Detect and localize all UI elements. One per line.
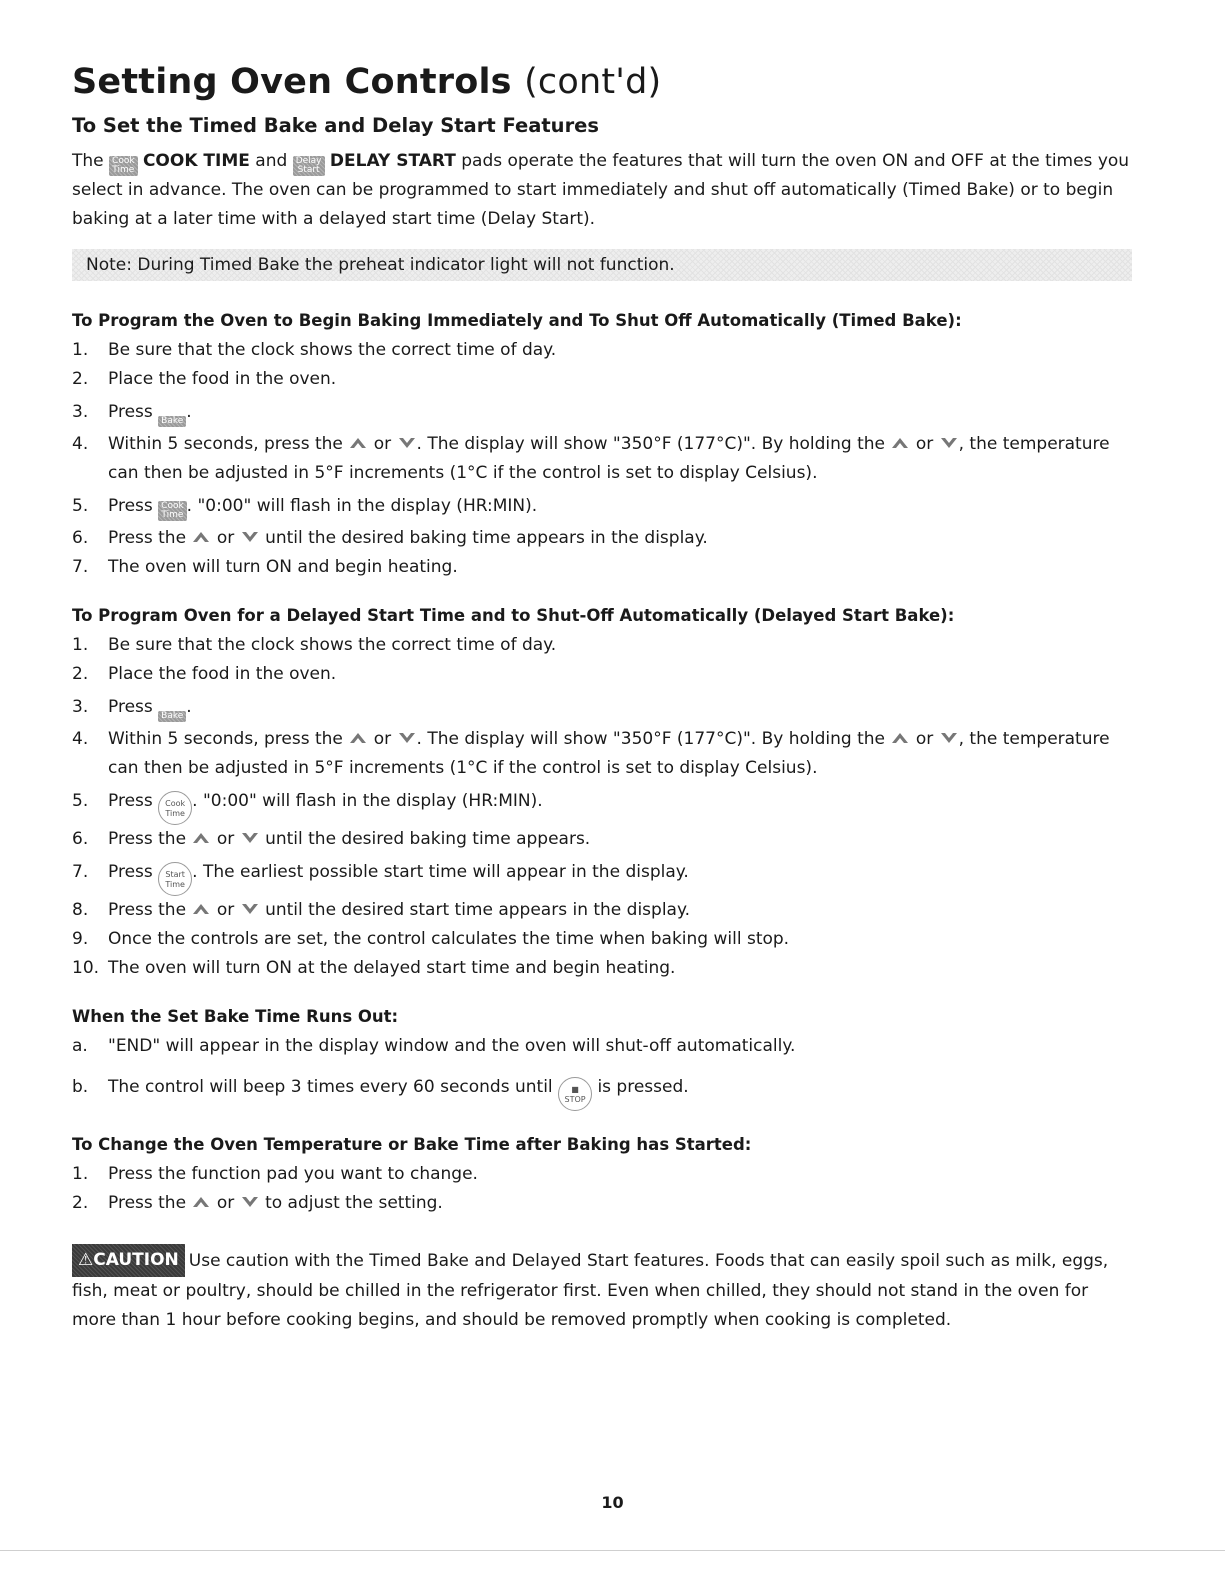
- up-arrow-icon: [191, 530, 211, 544]
- step-text: Once the controls are set, the control calculates the time when baking will stop.: [108, 929, 790, 949]
- step-text: Press: [108, 862, 153, 882]
- intro-rest: pads operate the features that will turn the oven ON and OFF at the times you select in advance. The oven can be programmed to start immediately and shut off automatically (Timed Bake) or to begin baking at a later time with a delayed start time (Delay Start).: [72, 151, 1130, 229]
- list-item: [72, 925, 1132, 954]
- list-item: 3. Press Bake .: [72, 689, 1132, 725]
- item-letter: a.: [72, 1036, 88, 1056]
- cook-time-key-line1: Cook: [112, 156, 135, 166]
- list-item: 3. Press Bake .: [72, 394, 1132, 430]
- up-arrow-icon: [191, 902, 211, 916]
- list-item: [72, 631, 1132, 660]
- caution-badge-label: CAUTION: [93, 1250, 179, 1270]
- step-number: 3.: [72, 402, 89, 422]
- up-arrow-icon: [191, 1195, 211, 1209]
- timed-bake-heading: To Program the Oven to Begin Baking Immediately and To Shut Off Automatically (Timed Bake):: [72, 311, 962, 330]
- step-text: Place the food in the oven.: [108, 664, 337, 684]
- stop-key-label: STOP: [564, 1095, 586, 1104]
- list-item: [72, 524, 1132, 553]
- step-text: The oven will turn ON and begin heating.: [108, 557, 458, 577]
- manual-page: [72, 62, 1132, 1335]
- step-text: Press: [108, 496, 153, 516]
- step-number: 10.: [72, 958, 100, 978]
- stop-key-icon: ■ STOP: [558, 1077, 592, 1111]
- down-arrow-icon: [939, 436, 959, 450]
- cook-time-key-line2: Time: [161, 510, 184, 520]
- step-number: 4.: [72, 434, 89, 454]
- step-text: . The earliest possible start time will appear in the display.: [192, 862, 689, 882]
- step-number: 1.: [72, 635, 89, 655]
- step-text: . "0:00" will flash in the display (HR:MIN).: [186, 496, 538, 516]
- cook-time-key-line2: Time: [165, 809, 185, 818]
- cook-time-key-icon: [158, 501, 187, 521]
- down-arrow-icon: [939, 731, 959, 745]
- delayed-start-section: [72, 606, 1132, 983]
- cook-time-key-icon: [109, 156, 138, 176]
- runs-out-list: [72, 1032, 1132, 1111]
- item-text: is pressed.: [597, 1077, 689, 1097]
- or-text: or: [373, 729, 392, 749]
- intro-the: The: [72, 151, 104, 171]
- or-text: or: [216, 829, 235, 849]
- step-text: Press the function pad you want to change.: [108, 1164, 478, 1184]
- down-arrow-icon: [240, 530, 260, 544]
- step-number: 5.: [72, 496, 89, 516]
- step-number: 1.: [72, 340, 89, 360]
- cook-time-label: COOK TIME: [142, 151, 250, 171]
- delay-start-label: DELAY START: [329, 151, 456, 171]
- up-arrow-icon: [348, 436, 368, 450]
- item-text: "END" will appear in the display window and the oven will shut-off automatically.: [108, 1036, 796, 1056]
- down-arrow-icon: [240, 902, 260, 916]
- step-text: The oven will turn ON at the delayed start time and begin heating.: [108, 958, 676, 978]
- delayed-start-steps: [72, 631, 1132, 983]
- step-text: Press: [108, 791, 153, 811]
- change-heading: To Change the Oven Temperature or Bake Time after Baking has Started:: [72, 1135, 752, 1154]
- cook-time-round-key-icon: [158, 791, 192, 825]
- step-text: , the temperature can then be adjusted in 5°F increments (1°C if the control is set to display Celsius).: [108, 434, 1110, 483]
- step-text: Press: [108, 402, 153, 422]
- caution-badge: [72, 1244, 185, 1277]
- list-item: [72, 954, 1132, 983]
- list-item: [72, 1069, 1132, 1111]
- item-letter: b.: [72, 1077, 89, 1097]
- step-number: 2.: [72, 664, 89, 684]
- step-text: . The display will show "350°F (177°C)". By holding the: [416, 729, 885, 749]
- down-arrow-icon: [240, 1195, 260, 1209]
- cook-time-key-line1: Cook: [165, 799, 186, 808]
- change-section: [72, 1135, 1132, 1218]
- step-number: 7.: [72, 862, 89, 882]
- timed-bake-steps: [72, 336, 1132, 582]
- list-item: [72, 1189, 1132, 1218]
- step-text: Press the: [108, 900, 187, 920]
- page-number: 10: [601, 1493, 624, 1512]
- list-item: [72, 553, 1132, 582]
- change-steps: [72, 1160, 1132, 1218]
- step-number: 6.: [72, 528, 89, 548]
- step-text: Within 5 seconds, press the: [108, 729, 343, 749]
- list-item: [72, 896, 1132, 925]
- up-arrow-icon: [890, 436, 910, 450]
- list-item: [72, 783, 1132, 825]
- intro-and: and: [255, 151, 288, 171]
- intro-paragraph: [72, 147, 1132, 234]
- step-number: 6.: [72, 829, 89, 849]
- bake-key-icon: Bake: [158, 416, 186, 427]
- up-arrow-icon: [191, 831, 211, 845]
- caution-text: Use caution with the Timed Bake and Delayed Start features. Foods that can easily spoil such as milk, eggs, fish, meat or poultry, should be chilled in the refrigerator first. Even when chilled, they should not stand in the oven for more than 1 hour before cooking begins, and should be removed promptly when cooking is completed.: [72, 1251, 1109, 1330]
- note-box: Note: During Timed Bake the preheat indicator light will not function.: [72, 249, 1132, 281]
- step-text: . "0:00" will flash in the display (HR:MIN).: [192, 791, 543, 811]
- step-text: until the desired baking time appears in the display.: [265, 528, 708, 548]
- up-arrow-icon: [348, 731, 368, 745]
- or-text: or: [915, 729, 934, 749]
- section-heading: To Set the Timed Bake and Delay Start Features: [72, 114, 600, 137]
- start-key-line1: Start: [165, 870, 185, 879]
- item-text: The control will beep 3 times every 60 seconds until: [108, 1077, 553, 1097]
- down-arrow-icon: [397, 436, 417, 450]
- step-number: 2.: [72, 369, 89, 389]
- list-item: [72, 725, 1132, 783]
- step-text: Press the: [108, 829, 187, 849]
- or-text: or: [216, 1193, 235, 1213]
- bake-key-icon: Bake: [158, 711, 186, 722]
- step-text: until the desired start time appears in the display.: [265, 900, 691, 920]
- step-text: to adjust the setting.: [265, 1193, 443, 1213]
- runs-out-section: [72, 1007, 1132, 1111]
- up-arrow-icon: [890, 731, 910, 745]
- title-suffix: (cont'd): [524, 62, 662, 102]
- down-arrow-icon: [240, 831, 260, 845]
- step-text: Press: [108, 697, 153, 717]
- delay-start-key-icon: [293, 156, 325, 176]
- list-item: [72, 365, 1132, 394]
- step-text: . The display will show "350°F (177°C)". By holding the: [416, 434, 885, 454]
- step-number: 3.: [72, 697, 89, 717]
- step-number: 5.: [72, 791, 89, 811]
- step-text: Press the: [108, 528, 187, 548]
- start-time-round-key-icon: [158, 862, 192, 896]
- delay-start-key-line1: Delay: [295, 156, 322, 166]
- title-main: Setting Oven Controls: [72, 62, 512, 102]
- or-text: or: [915, 434, 934, 454]
- or-text: or: [216, 900, 235, 920]
- step-text: , the temperature can then be adjusted in 5°F increments (1°C if the control is set to display Celsius).: [108, 729, 1110, 778]
- caution-paragraph: [72, 1244, 1132, 1335]
- or-text: or: [373, 434, 392, 454]
- or-text: or: [216, 528, 235, 548]
- list-item: [72, 1160, 1132, 1189]
- list-item: [72, 488, 1132, 524]
- step-text: Within 5 seconds, press the: [108, 434, 343, 454]
- down-arrow-icon: [397, 731, 417, 745]
- step-number: 9.: [72, 929, 89, 949]
- list-item: [72, 1032, 1132, 1061]
- step-number: 8.: [72, 900, 89, 920]
- step-text: Place the food in the oven.: [108, 369, 337, 389]
- list-item: [72, 660, 1132, 689]
- page-title: [72, 62, 1132, 102]
- delay-start-key-line2: Start: [297, 165, 320, 175]
- start-key-line2: Time: [165, 880, 185, 889]
- list-item: [72, 854, 1132, 896]
- step-text: until the desired baking time appears.: [265, 829, 591, 849]
- timed-bake-section: [72, 311, 1132, 582]
- warning-triangle-icon: ⚠: [78, 1250, 94, 1270]
- step-number: 2.: [72, 1193, 89, 1213]
- list-item: [72, 430, 1132, 488]
- step-number: 4.: [72, 729, 89, 749]
- list-item: [72, 336, 1132, 365]
- runs-out-heading: When the Set Bake Time Runs Out:: [72, 1007, 399, 1026]
- bottom-divider: [0, 1550, 1225, 1551]
- step-text: Press the: [108, 1193, 187, 1213]
- step-number: 7.: [72, 557, 89, 577]
- cook-time-key-line2: Time: [112, 165, 135, 175]
- delayed-start-heading: To Program Oven for a Delayed Start Time and to Shut-Off Automatically (Delayed Start Bake):: [72, 606, 955, 625]
- cook-time-key-line1: Cook: [161, 501, 184, 511]
- step-number: 1.: [72, 1164, 89, 1184]
- step-text: Be sure that the clock shows the correct time of day.: [108, 635, 557, 655]
- list-item: [72, 825, 1132, 854]
- step-text: Be sure that the clock shows the correct time of day.: [108, 340, 557, 360]
